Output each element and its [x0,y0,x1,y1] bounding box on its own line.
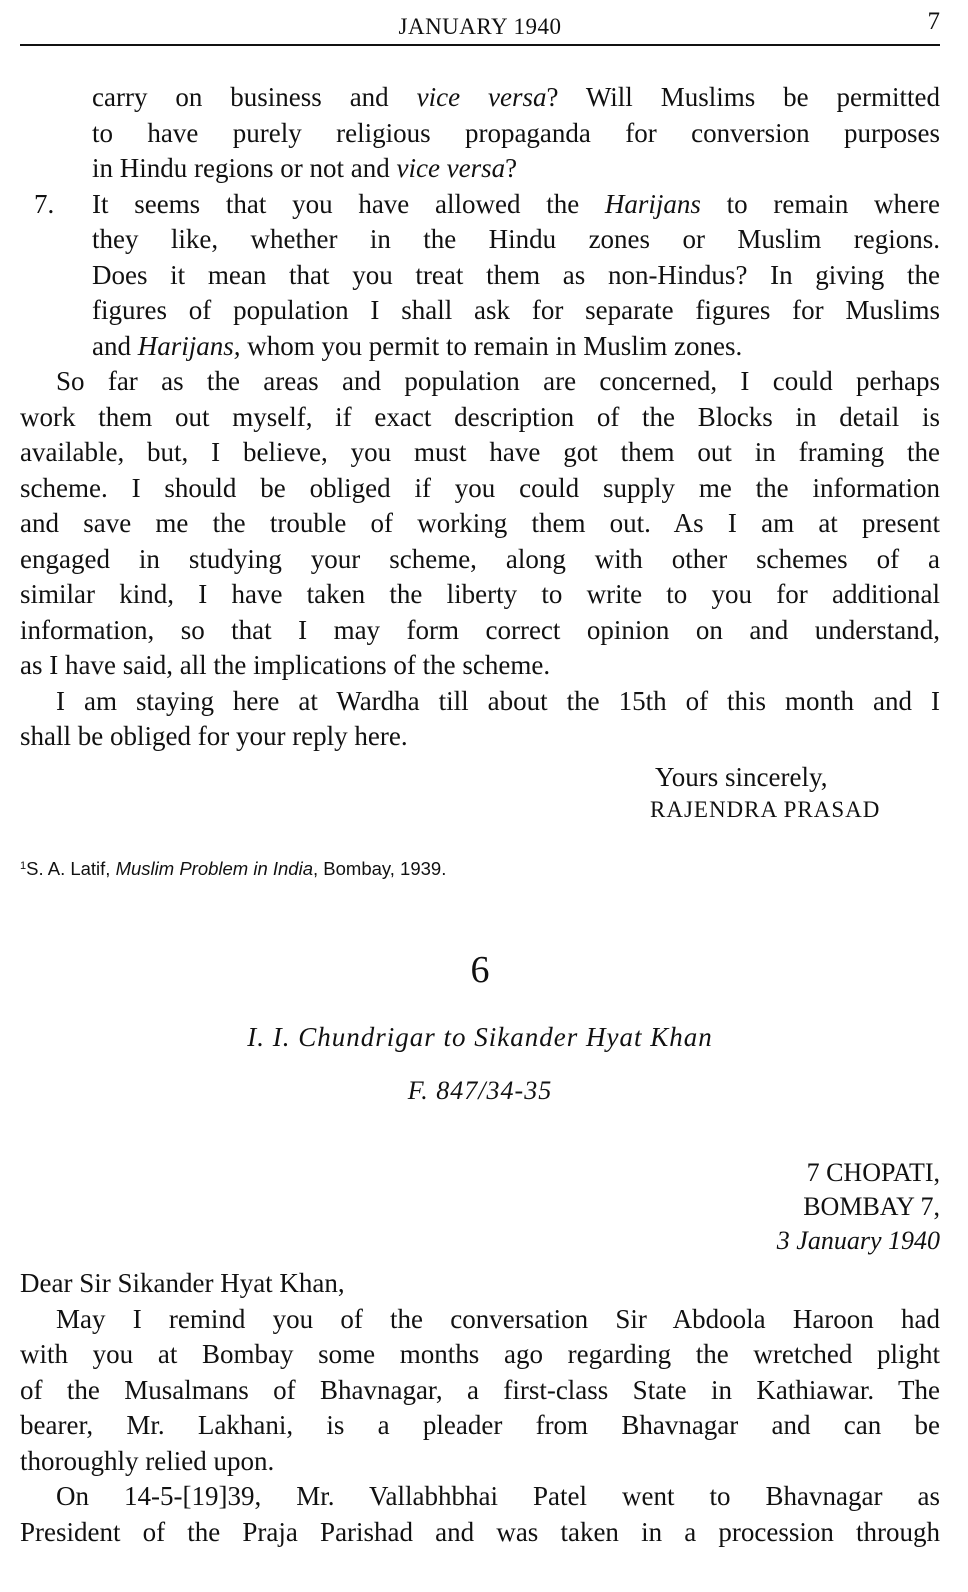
text-line: So far as the areas and population are concerned, I could perhaps [56,366,940,396]
sender-address [777,1156,940,1258]
letter-date: 3 January 1940 [776,1226,940,1255]
text-line: to have purely religious propaganda for conversion purposes [92,117,940,148]
list-item-7: 7. It seems that you have allowed the Harijans to remain where [20,187,940,223]
text-line: bearer, Mr. Lakhani, is a pleader from Bhavnagar and can be [20,1410,940,1440]
footnote: $^1$S. A. Latif, Muslim Problem in India, Bombay, 1939. [20,858,447,879]
footnote-marker: 1 [20,860,27,872]
document-number: 6 [470,949,490,991]
text-line: in Hindu regions or not and vice versa? [92,153,518,183]
text-line: and Harijans, whom you permit to remain in Muslim zones. [92,330,743,361]
text-line: May I remind you of the conversation Sir Abdoola Haroon had [56,1303,940,1334]
document-heading: I. I. Chundrigar to Sikander Hyat Khan [247,1022,713,1052]
text-line: engaged in studying your scheme, along with other schemes of a [20,543,940,574]
text-line: Does it mean that you treat them as non-Hindus? In giving the [92,259,940,290]
item-number: 7. [34,188,55,219]
address-line: BOMBAY 7, [803,1192,940,1221]
text-line: President of the Praja Parishad and was taken in a procession through [20,1516,940,1547]
text-line: information, so that I may form correct opinion on and understand, [20,614,940,645]
text-line: similar kind, I have taken the liberty to write to you for additional [20,579,940,609]
text-line: available, but, I believe, you must have got them out in framing the [20,437,940,467]
text-line: shall be obliged for your reply here. [20,721,408,751]
address-line: 7 CHOPATI, [806,1158,940,1187]
text-line: as I have said, all the implications of the scheme. [20,650,551,680]
text-line: carry on business and vice versa? Will Muslims be permitted [92,82,940,112]
text-line: thoroughly relied upon. [20,1445,275,1476]
text-line: work them out myself, if exact description of the Blocks in detail is [20,401,940,432]
text-line: and save me the trouble of working them out. As I am at present [20,508,940,538]
letter-body-continued [20,80,940,755]
salutation: Dear Sir Sikander Hyat Khan, [20,1268,345,1298]
page-number: 7 [927,8,940,35]
running-title: JANUARY 1940 [398,14,562,39]
text-line: I am staying here at Wardha till about the 15th of this month and I [56,685,940,716]
text-line: scheme. I should be obliged if you could supply me the information [20,472,940,503]
text-line: with you at Bombay some months ago regarding the wretched plight [20,1339,940,1369]
letter-body [20,1266,940,1550]
text-line: figures of population I shall ask for separate figures for Muslims [92,295,940,325]
signature: RAJENDRA PRASAD [650,797,881,822]
document-reference: F. 847/34-35 [407,1076,553,1105]
text-line: of the Musalmans of Bhavnagar, a first-class State in Kathiawar. The [20,1374,940,1405]
running-head [20,8,940,46]
closing: Yours sincerely, [655,762,828,792]
text-line: they like, whether in the Hindu zones or Muslim regions. [92,224,940,254]
text-line: On 14-5-[19]39, Mr. Vallabhbhai Patel went to Bhavnagar as [56,1481,940,1511]
